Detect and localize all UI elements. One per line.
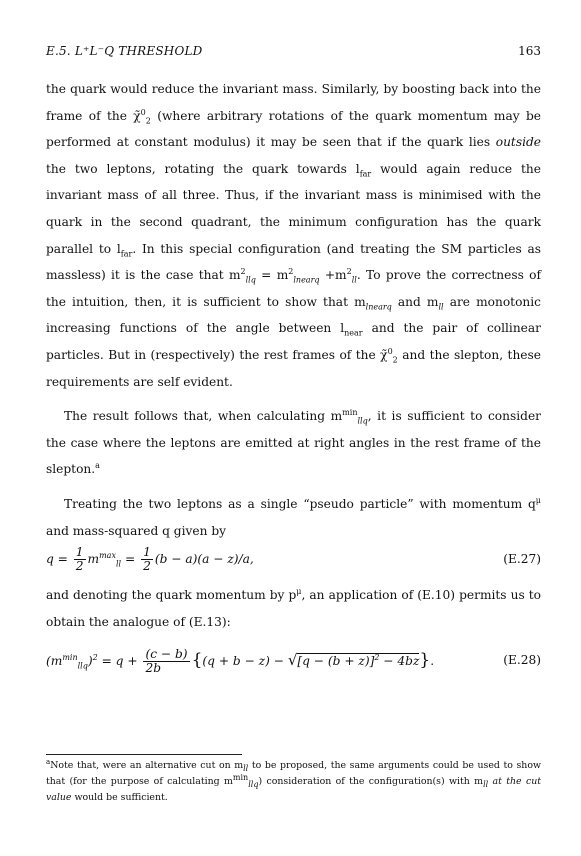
emphasis-outside: outside [495,135,541,150]
paragraph-2: The result follows that, when calculating $m^{min}_{llq}$, it is sufficient to consider the case where the leptons are emitted at right angles in the rest frame of the slepton.$^a$ [46,408,541,477]
equation-e27 [46,544,541,574]
sqrt-body: $[q - (b + z)]^2 - 4bz$ [297,653,420,669]
page-number: 163 [518,44,541,58]
paragraph-1: the quark would reduce the invariant mass. Similarly, by boosting back into the frame of the χ̃$^0_2$ (where arbitrary rotations of the quark momentum may be performed at constant modulus) it may be seen that if the quark lies outside the two leptons, rotating the quark towards $l_{far}$ would again reduce the invariant mass of all three. Thus, if the invariant mass is minimised with the quark in the second quadrant, the minimum configuration has the quark parallel to $l_{far}$. In this special configuration (and treating the SM particles as massless) it is the case that $m^2_{llq} = m^2_{lnearq} +m^2_{ll}$. To prove the correctness of the intuition, then, it is sufficient to show that $m_{lnearq}$ and $m_{ll}$ are monotonic increasing functions of the angle between $l_{near}$ and the pair of collinear particles. But in (respectively) the rest frames of the χ̃$^0_2$ and the slepton, these requirements are self evident. [46,82,541,389]
footnote-emphasis: at the cut value [46,776,541,803]
footnote-marker: a [95,461,100,471]
footnote: $^a$Note that, were an alternative cut on $m_{ll}$ to be proposed, the same arguments could be used to show that (for the purpose of calculating $m^{min}_{llq}$) consideration of the configuration(s) with $m_{ll}$ at the cut value would be sufficient. [46,757,541,803]
equation-number-e27: (E.27) [503,552,541,567]
body-text [46,76,541,685]
footnote-rule [46,754,242,755]
equation-e28 [46,635,541,685]
equation-e27-body: q = $\frac{1}{2}$ $m^{max}_{ll}$ = $\frac{1}{2}$ (b − a)(a − z)/a, [46,545,254,574]
running-header [46,43,541,59]
paragraph-4: and denoting the quark momentum by $p^\mu$, an application of (E.10) permits us to obtain the analogue of (E.13): [46,587,541,629]
equation-e28-body: $(m^{min}_{llq})^2 = q$ + $\frac{(c - b)}{2b}$ $\{(q + b - z) - √[q - (b + z)]^2 - 4bz\}$. [46,647,435,676]
running-title: E.5. L⁺L⁻Q THRESHOLD [46,44,203,58]
paragraph-3: Treating the two leptons as a single “pseudo particle” with momentum $q^\mu$ and mass-squared q given by [46,495,541,538]
footnote-mark: a [46,757,51,766]
equation-number-e28: (E.28) [503,653,541,668]
